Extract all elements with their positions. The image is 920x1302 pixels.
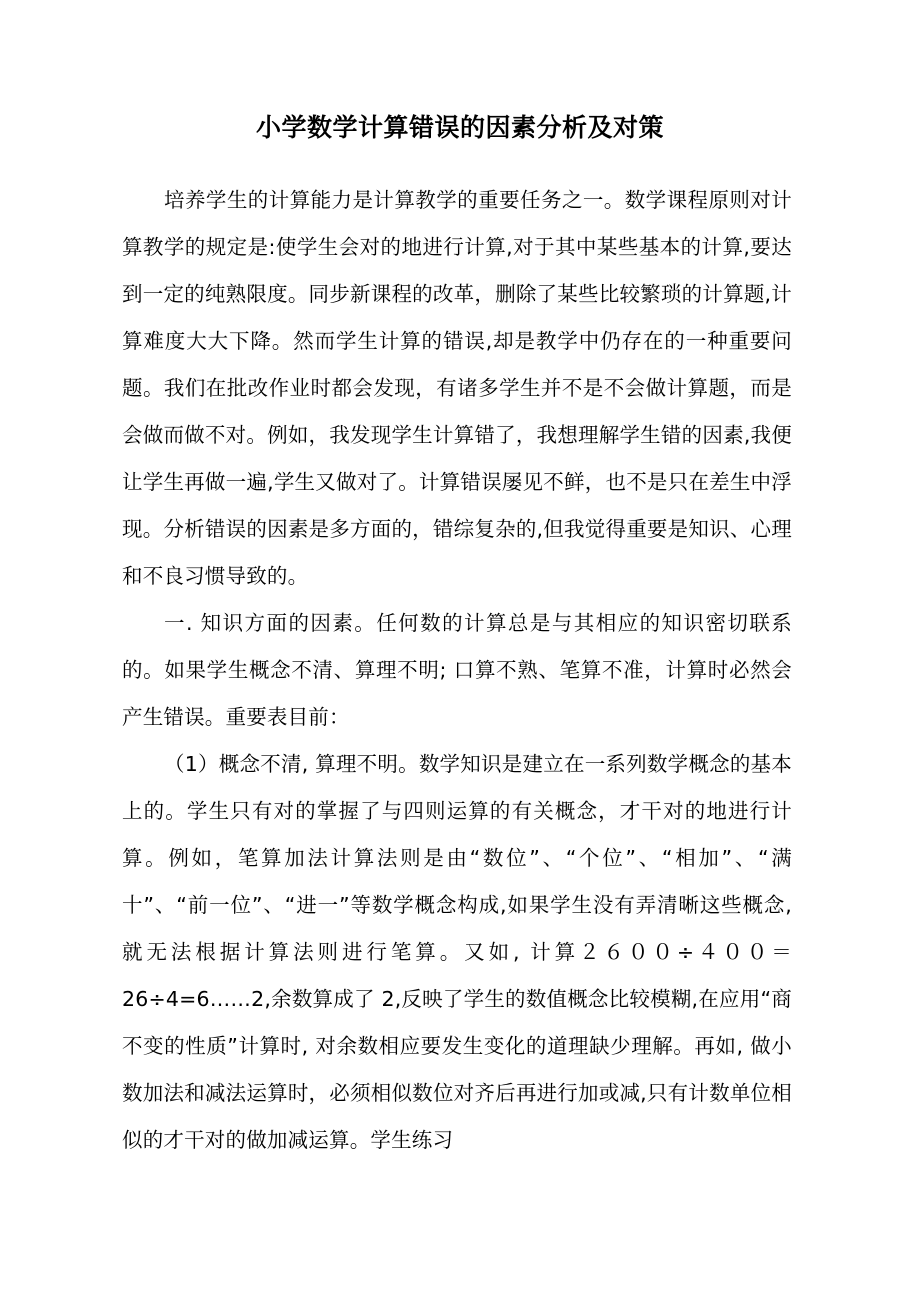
paragraph: 一. 知识方面的因素。任何数的计算总是与其相应的知识密切联系的。如果学生概念不清、算理不明; 口算不熟、笔算不准，计算时必然会产生错误。重要表目前： xyxy=(122,610,792,729)
paragraph: 培养学生的计算能力是计算教学的重要任务之一。数学课程原则对计算教学的规定是:使学生会对的地进行计算,对于其中某些基本的计算,要达到一定的纯熟限度。同步新课程的改革，删除了某些比较繁琐的计算题,计算难度大大下降。然而学生计算的错误,却是教学中仍存在的一种重要问题。我们在批改作业时都会发现，有诸多学生并不是不会做计算题，而是会做而做不对。例如，我发现学生计算错了，我想理解学生错的因素,我便让学生再做一遍,学生又做对了。计算错误屡见不鲜，也不是只在差生中浮现。分析错误的因素是多方面的，错综复杂的,但我觉得重要是知识、心理和不良习惯导致的。 xyxy=(122,187,792,588)
paragraph: （1）概念不清, 算理不明。数学知识是建立在一系列数学概念的基本上的。学生只有对的掌握了与四则运算的有关概念，才干对的地进行计算。例如，笔算加法计算法则是由“数位”、“个位”、“相加”、“满 十”、“前一位”、“进一”等数学概念构成,如果学生没有弄清晰这些概念, 就无法根据计算法则进行笔算。又如, 计算２６００÷４００＝26÷4=6……2,余数算成了 2,反映了学生的数值概念比较模糊,在应用“商不变的性质”计算时, 对余数相应要发生变化的道理缺少理解。再如, 做小数加法和减法运算时，必须相似数位对齐后再进行加或减,只有计数单位相似的才干对的做加减运算。学生练习 xyxy=(122,751,792,1152)
page-title: 小学数学计算错误的因素分析及对策 xyxy=(255,113,664,142)
document-body xyxy=(0,177,920,1164)
